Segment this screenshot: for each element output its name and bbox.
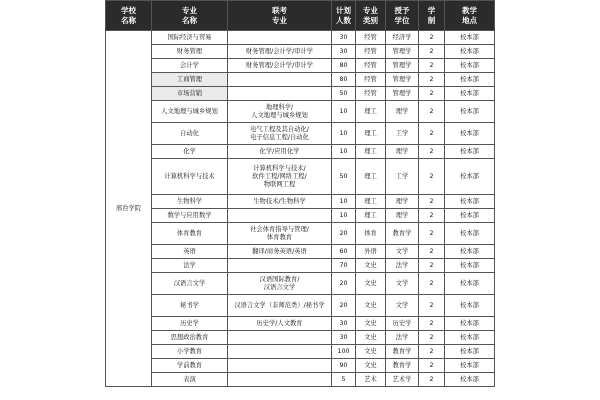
duration-cell: 2 xyxy=(419,373,445,387)
joint-major-cell xyxy=(228,31,332,45)
joint-major-cell xyxy=(228,223,332,245)
duration-cell: 2 xyxy=(419,45,445,59)
plan-cell: 10 xyxy=(332,101,356,123)
table-row xyxy=(106,73,495,87)
plan-cell: 90 xyxy=(332,359,356,373)
header-major: 专业 名称 xyxy=(152,1,228,31)
degree-cell: 教育学 xyxy=(386,345,419,359)
joint-major-line: 财务管理/会计学/审计学 xyxy=(245,61,314,69)
plan-cell: 30 xyxy=(332,31,356,45)
joint-major-cell xyxy=(228,87,332,101)
location-cell: 校本部 xyxy=(445,145,495,159)
joint-major-line: 体育教育 xyxy=(266,233,293,241)
joint-major-cell xyxy=(228,45,332,59)
duration-cell: 2 xyxy=(419,31,445,45)
location-cell: 校本部 xyxy=(445,123,495,145)
major-cell: 自动化 xyxy=(152,123,228,145)
joint-major-line: 人文地理与城乡规划 xyxy=(251,111,308,119)
degree-cell: 管理学 xyxy=(386,87,419,101)
duration-cell: 2 xyxy=(419,101,445,123)
location-cell: 校本部 xyxy=(445,317,495,331)
plan-cell: 5 xyxy=(332,373,356,387)
joint-major-line: 汉语言文学（非师范类）/秘书学 xyxy=(234,301,325,309)
joint-major-cell xyxy=(228,123,332,145)
joint-major-line: 生物技术/生物科学 xyxy=(253,197,306,205)
major-cell: 会计学 xyxy=(152,59,228,73)
category-cell: 经管 xyxy=(356,31,386,45)
duration-cell: 2 xyxy=(419,223,445,245)
table-row xyxy=(106,245,495,259)
location-cell: 校本部 xyxy=(445,101,495,123)
joint-major-cell xyxy=(228,273,332,295)
category-cell: 艺术 xyxy=(356,373,386,387)
major-cell: 体育教育 xyxy=(152,223,228,245)
location-cell: 校本部 xyxy=(445,87,495,101)
category-cell: 文史 xyxy=(356,359,386,373)
duration-cell: 2 xyxy=(419,59,445,73)
category-cell: 理工 xyxy=(356,101,386,123)
major-cell: 市场营销 xyxy=(152,87,228,101)
major-cell: 法学 xyxy=(152,259,228,273)
table-row xyxy=(106,259,495,273)
category-cell: 理工 xyxy=(356,145,386,159)
category-cell: 文史 xyxy=(356,331,386,345)
table-row xyxy=(106,87,495,101)
major-cell: 国际经济与贸易 xyxy=(152,31,228,45)
table-row xyxy=(106,295,495,317)
category-cell: 经管 xyxy=(356,59,386,73)
joint-major-line: 历史学/人文教育 xyxy=(256,319,303,327)
joint-major-cell xyxy=(228,195,332,209)
table-row xyxy=(106,31,495,45)
plan-cell: 30 xyxy=(332,331,356,345)
school-name-cell: 邢台学院 xyxy=(106,31,152,387)
table-row xyxy=(106,373,495,387)
category-cell: 经管 xyxy=(356,45,386,59)
table-row xyxy=(106,331,495,345)
major-cell: 表演 xyxy=(152,373,228,387)
degree-cell: 管理学 xyxy=(386,73,419,87)
major-cell: 数学与应用数学 xyxy=(152,209,228,223)
category-cell: 文史 xyxy=(356,345,386,359)
duration-cell: 2 xyxy=(419,209,445,223)
plan-cell: 10 xyxy=(332,145,356,159)
major-cell: 英语 xyxy=(152,245,228,259)
header-degree: 授予 学位 xyxy=(386,1,419,31)
joint-major-line: 电子信息工程/自动化 xyxy=(250,133,309,141)
table-row xyxy=(106,317,495,331)
category-cell: 经管 xyxy=(356,73,386,87)
header-duration: 学 制 xyxy=(419,1,445,31)
table-row xyxy=(106,273,495,295)
major-cell: 财务管理 xyxy=(152,45,228,59)
location-cell: 校本部 xyxy=(445,31,495,45)
location-cell: 校本部 xyxy=(445,359,495,373)
table-row xyxy=(106,345,495,359)
category-cell: 文史 xyxy=(356,317,386,331)
duration-cell: 2 xyxy=(419,245,445,259)
location-cell: 校本部 xyxy=(445,195,495,209)
plan-cell: 20 xyxy=(332,273,356,295)
joint-major-cell xyxy=(228,159,332,195)
plan-cell: 50 xyxy=(332,87,356,101)
category-cell: 文史 xyxy=(356,259,386,273)
major-cell: 秘书学 xyxy=(152,295,228,317)
location-cell: 校本部 xyxy=(445,45,495,59)
joint-major-cell xyxy=(228,331,332,345)
category-cell: 理工 xyxy=(356,123,386,145)
degree-cell: 理学 xyxy=(386,101,419,123)
category-cell: 理工 xyxy=(356,195,386,209)
joint-major-cell xyxy=(228,345,332,359)
duration-cell: 2 xyxy=(419,73,445,87)
plan-cell: 60 xyxy=(332,245,356,259)
degree-cell: 文学 xyxy=(386,273,419,295)
major-cell: 思想政治教育 xyxy=(152,331,228,345)
header-category: 专业 类别 xyxy=(356,1,386,31)
major-cell: 小学教育 xyxy=(152,345,228,359)
degree-cell: 管理学 xyxy=(386,59,419,73)
degree-cell: 法学 xyxy=(386,331,419,345)
degree-cell: 经济学 xyxy=(386,31,419,45)
duration-cell: 2 xyxy=(419,159,445,195)
degree-cell: 工学 xyxy=(386,123,419,145)
joint-major-cell xyxy=(228,73,332,87)
duration-cell: 2 xyxy=(419,145,445,159)
location-cell: 校本部 xyxy=(445,245,495,259)
table-row xyxy=(106,195,495,209)
joint-major-line: 物联网工程 xyxy=(263,180,296,188)
plan-cell: 70 xyxy=(332,259,356,273)
major-cell: 生物科学 xyxy=(152,195,228,209)
table-row xyxy=(106,123,495,145)
table-row xyxy=(106,223,495,245)
joint-major-cell xyxy=(228,145,332,159)
table-row xyxy=(106,209,495,223)
joint-major-cell xyxy=(228,209,332,223)
location-cell: 校本部 xyxy=(445,295,495,317)
category-cell: 经管 xyxy=(356,87,386,101)
header-plan: 计划 人数 xyxy=(332,1,356,31)
plan-cell: 80 xyxy=(332,73,356,87)
table-body xyxy=(106,31,495,387)
joint-major-line: 化学/应用化学 xyxy=(259,147,300,155)
major-cell: 计算机科学与技术 xyxy=(152,159,228,195)
joint-major-cell xyxy=(228,259,332,273)
duration-cell: 2 xyxy=(419,295,445,317)
location-cell: 校本部 xyxy=(445,345,495,359)
major-cell: 历史学 xyxy=(152,317,228,331)
joint-major-line: 翻译/商务英语/英语 xyxy=(252,247,307,255)
joint-major-line: 社会体育指导与管理/ xyxy=(250,225,309,233)
category-cell: 外语 xyxy=(356,245,386,259)
plan-cell: 30 xyxy=(332,317,356,331)
joint-major-cell xyxy=(228,295,332,317)
table-row xyxy=(106,159,495,195)
joint-major-cell xyxy=(228,245,332,259)
table-row xyxy=(106,145,495,159)
category-cell: 理工 xyxy=(356,159,386,195)
location-cell: 校本部 xyxy=(445,273,495,295)
duration-cell: 2 xyxy=(419,87,445,101)
degree-cell: 理学 xyxy=(386,195,419,209)
plan-cell: 80 xyxy=(332,59,356,73)
joint-major-cell xyxy=(228,101,332,123)
location-cell: 校本部 xyxy=(445,159,495,195)
header-joint-major: 联考 专业 xyxy=(228,1,332,31)
joint-major-cell xyxy=(228,373,332,387)
duration-cell: 2 xyxy=(419,273,445,295)
header-row xyxy=(106,1,495,31)
category-cell: 文史 xyxy=(356,273,386,295)
major-cell: 化学 xyxy=(152,145,228,159)
location-cell: 校本部 xyxy=(445,59,495,73)
plan-cell: 20 xyxy=(332,223,356,245)
plan-cell: 100 xyxy=(332,345,356,359)
degree-cell: 文学 xyxy=(386,295,419,317)
admissions-table xyxy=(105,0,495,387)
joint-major-line: 软件工程/网络工程/ xyxy=(252,172,307,180)
duration-cell: 2 xyxy=(419,331,445,345)
degree-cell: 法学 xyxy=(386,259,419,273)
location-cell: 校本部 xyxy=(445,373,495,387)
joint-major-line: 汉语言文学 xyxy=(263,283,296,291)
major-cell: 学前教育 xyxy=(152,359,228,373)
degree-cell: 文学 xyxy=(386,245,419,259)
category-cell: 体育 xyxy=(356,223,386,245)
plan-cell: 30 xyxy=(332,45,356,59)
degree-cell: 管理学 xyxy=(386,45,419,59)
duration-cell: 2 xyxy=(419,359,445,373)
table-row xyxy=(106,101,495,123)
joint-major-cell xyxy=(228,359,332,373)
degree-cell: 艺术学 xyxy=(386,373,419,387)
location-cell: 校本部 xyxy=(445,259,495,273)
location-cell: 校本部 xyxy=(445,331,495,345)
location-cell: 校本部 xyxy=(445,223,495,245)
category-cell: 理工 xyxy=(356,209,386,223)
plan-cell: 10 xyxy=(332,209,356,223)
duration-cell: 2 xyxy=(419,345,445,359)
major-cell: 人文地理与城乡规划 xyxy=(152,101,228,123)
header-location: 教学 地点 xyxy=(445,1,495,31)
degree-cell: 教育学 xyxy=(386,359,419,373)
location-cell: 校本部 xyxy=(445,209,495,223)
degree-cell: 历史学 xyxy=(386,317,419,331)
joint-major-cell xyxy=(228,59,332,73)
degree-cell: 理学 xyxy=(386,209,419,223)
table-row xyxy=(106,359,495,373)
major-cell: 工商管理 xyxy=(152,73,228,87)
joint-major-line: 财务管理/会计学/审计学 xyxy=(245,47,314,55)
table-row xyxy=(106,45,495,59)
degree-cell: 理学 xyxy=(386,145,419,159)
joint-major-cell xyxy=(228,317,332,331)
duration-cell: 2 xyxy=(419,123,445,145)
location-cell: 校本部 xyxy=(445,73,495,87)
duration-cell: 2 xyxy=(419,195,445,209)
joint-major-line: 电气工程及其自动化/ xyxy=(250,125,309,133)
category-cell: 文史 xyxy=(356,295,386,317)
joint-major-line: 汉语国际教育/ xyxy=(259,275,300,283)
table-row xyxy=(106,59,495,73)
joint-major-line: 地理科学/ xyxy=(265,103,294,111)
duration-cell: 2 xyxy=(419,317,445,331)
duration-cell: 2 xyxy=(419,259,445,273)
degree-cell: 工学 xyxy=(386,159,419,195)
degree-cell: 教育学 xyxy=(386,223,419,245)
plan-cell: 20 xyxy=(332,295,356,317)
header-school: 学校 名称 xyxy=(106,1,152,31)
plan-cell: 10 xyxy=(332,195,356,209)
joint-major-line: 计算机科学与技术/ xyxy=(253,164,306,172)
plan-cell: 50 xyxy=(332,159,356,195)
major-cell: 汉语言文学 xyxy=(152,273,228,295)
plan-cell: 10 xyxy=(332,123,356,145)
